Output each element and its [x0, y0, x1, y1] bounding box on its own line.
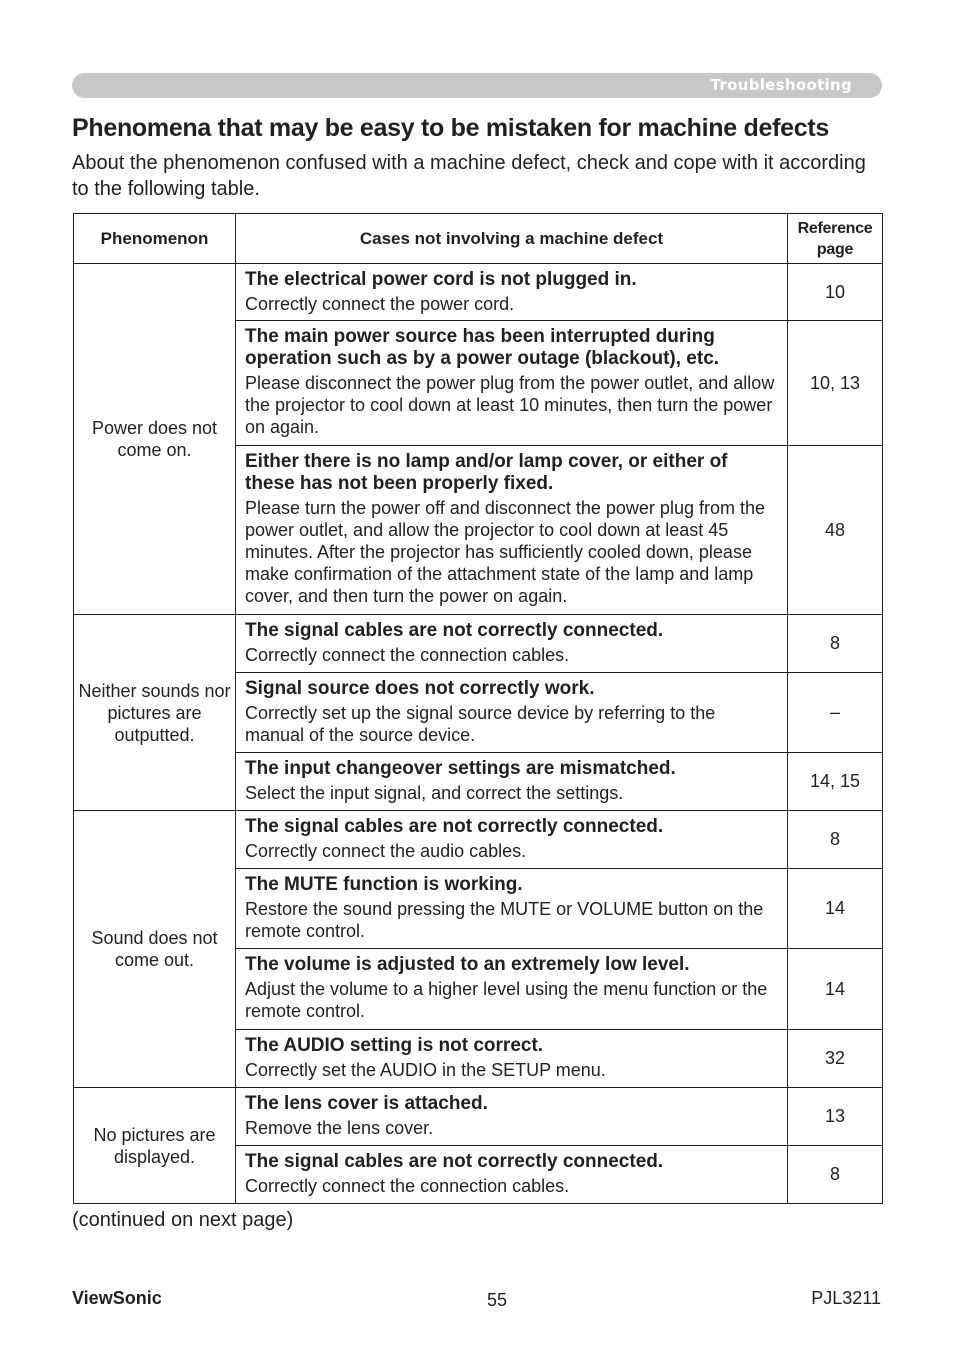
case-detail: Please turn the power off and disconnect the power plug from the power outlet, and allow the projector to cool down at least 45 minutes. After the projector has sufficiently cooled down, please make confirmation of the attachment state of the lamp and lamp cover, and then turn the power on again.: [245, 498, 765, 606]
reference-page: 14, 15: [788, 753, 883, 811]
reference-page: 8: [788, 811, 883, 869]
case-detail: Correctly connect the connection cables.: [245, 1176, 570, 1196]
case-title: Either there is no lamp and/or lamp cover, or either of these has not been properly fixed.: [245, 451, 728, 494]
case-title: The signal cables are not correctly connected.: [245, 1151, 664, 1172]
phenomenon-cell: No pictures are displayed.: [74, 1088, 236, 1204]
case-title: The MUTE function is working.: [245, 874, 523, 895]
intro-text: About the phenomenon confused with a machine defect, check and cope with it according to the following table.: [72, 152, 866, 200]
continued-note: (continued on next page): [72, 1209, 294, 1231]
table-header-row: [74, 214, 883, 264]
case-detail: Please disconnect the power plug from the power outlet, and allow the projector to cool down at least 10 minutes, then turn the power on again.: [245, 373, 775, 437]
case-title: The volume is adjusted to an extremely low level.: [245, 954, 690, 975]
case-cell: [236, 264, 788, 321]
case-cell: [236, 869, 788, 949]
reference-header-line2: page: [816, 240, 854, 258]
footer-brand: ViewSonic: [72, 1288, 162, 1308]
footer-model: PJL3211: [811, 1288, 881, 1308]
case-detail: Correctly set the AUDIO in the SETUP menu.: [245, 1060, 606, 1080]
reference-page: 8: [788, 1146, 883, 1204]
reference-page: 13: [788, 1088, 883, 1146]
reference-page: –: [788, 673, 883, 753]
reference-page: 10: [788, 264, 883, 321]
case-cell: [236, 1088, 788, 1146]
reference-page: 14: [788, 949, 883, 1030]
case-title: Signal source does not correctly work.: [245, 678, 595, 699]
case-cell: [236, 615, 788, 673]
case-title: The signal cables are not correctly connected.: [245, 620, 664, 641]
column-header-cases: Cases not involving a machine defect: [236, 214, 788, 264]
case-title: The input changeover settings are mismatched.: [245, 758, 676, 779]
troubleshooting-table: [73, 213, 883, 1204]
case-cell: [236, 673, 788, 753]
case-title: The AUDIO setting is not correct.: [245, 1035, 544, 1056]
page-title: Phenomena that may be easy to be mistaken for machine defects: [72, 114, 829, 142]
phenomenon-cell: Sound does not come out.: [74, 811, 236, 1088]
case-cell: [236, 446, 788, 615]
case-cell: [236, 1030, 788, 1088]
table-row: [74, 1088, 883, 1146]
reference-header-line1: Reference: [797, 219, 873, 237]
reference-page: 14: [788, 869, 883, 949]
case-title: The electrical power cord is not plugged in.: [245, 269, 637, 290]
table-row: [74, 615, 883, 673]
section-label: Troubleshooting: [710, 76, 852, 94]
column-header-phenomenon: Phenomenon: [74, 214, 236, 264]
case-title: The lens cover is attached.: [245, 1093, 488, 1114]
case-cell: [236, 811, 788, 869]
phenomenon-cell: Neither sounds nor pictures are outputted.: [74, 615, 236, 811]
case-detail: Restore the sound pressing the MUTE or VOLUME button on the remote control.: [245, 899, 764, 941]
case-cell: [236, 949, 788, 1030]
section-header-bar: [72, 73, 882, 98]
table-row: [74, 264, 883, 321]
column-header-reference: [788, 214, 883, 264]
case-cell: [236, 1146, 788, 1204]
table-row: [74, 811, 883, 869]
case-title: The main power source has been interrupted during operation such as by a power outage (blackout), etc.: [245, 326, 720, 369]
case-detail: Correctly connect the power cord.: [245, 294, 515, 314]
case-detail: Correctly connect the audio cables.: [245, 841, 527, 861]
case-cell: [236, 753, 788, 811]
case-detail: Correctly connect the connection cables.: [245, 645, 570, 665]
case-detail: Select the input signal, and correct the settings.: [245, 783, 624, 803]
phenomenon-cell: Power does not come on.: [74, 264, 236, 615]
case-title: The signal cables are not correctly connected.: [245, 816, 664, 837]
case-cell: [236, 321, 788, 446]
reference-page: 10, 13: [788, 321, 883, 446]
case-detail: Remove the lens cover.: [245, 1118, 434, 1138]
case-detail: Adjust the volume to a higher level using the menu function or the remote control.: [245, 979, 768, 1021]
reference-page: 32: [788, 1030, 883, 1088]
case-detail: Correctly set up the signal source device by referring to the manual of the source device.: [245, 703, 716, 745]
reference-page: 8: [788, 615, 883, 673]
page-number: 55: [487, 1290, 508, 1310]
reference-page: 48: [788, 446, 883, 615]
